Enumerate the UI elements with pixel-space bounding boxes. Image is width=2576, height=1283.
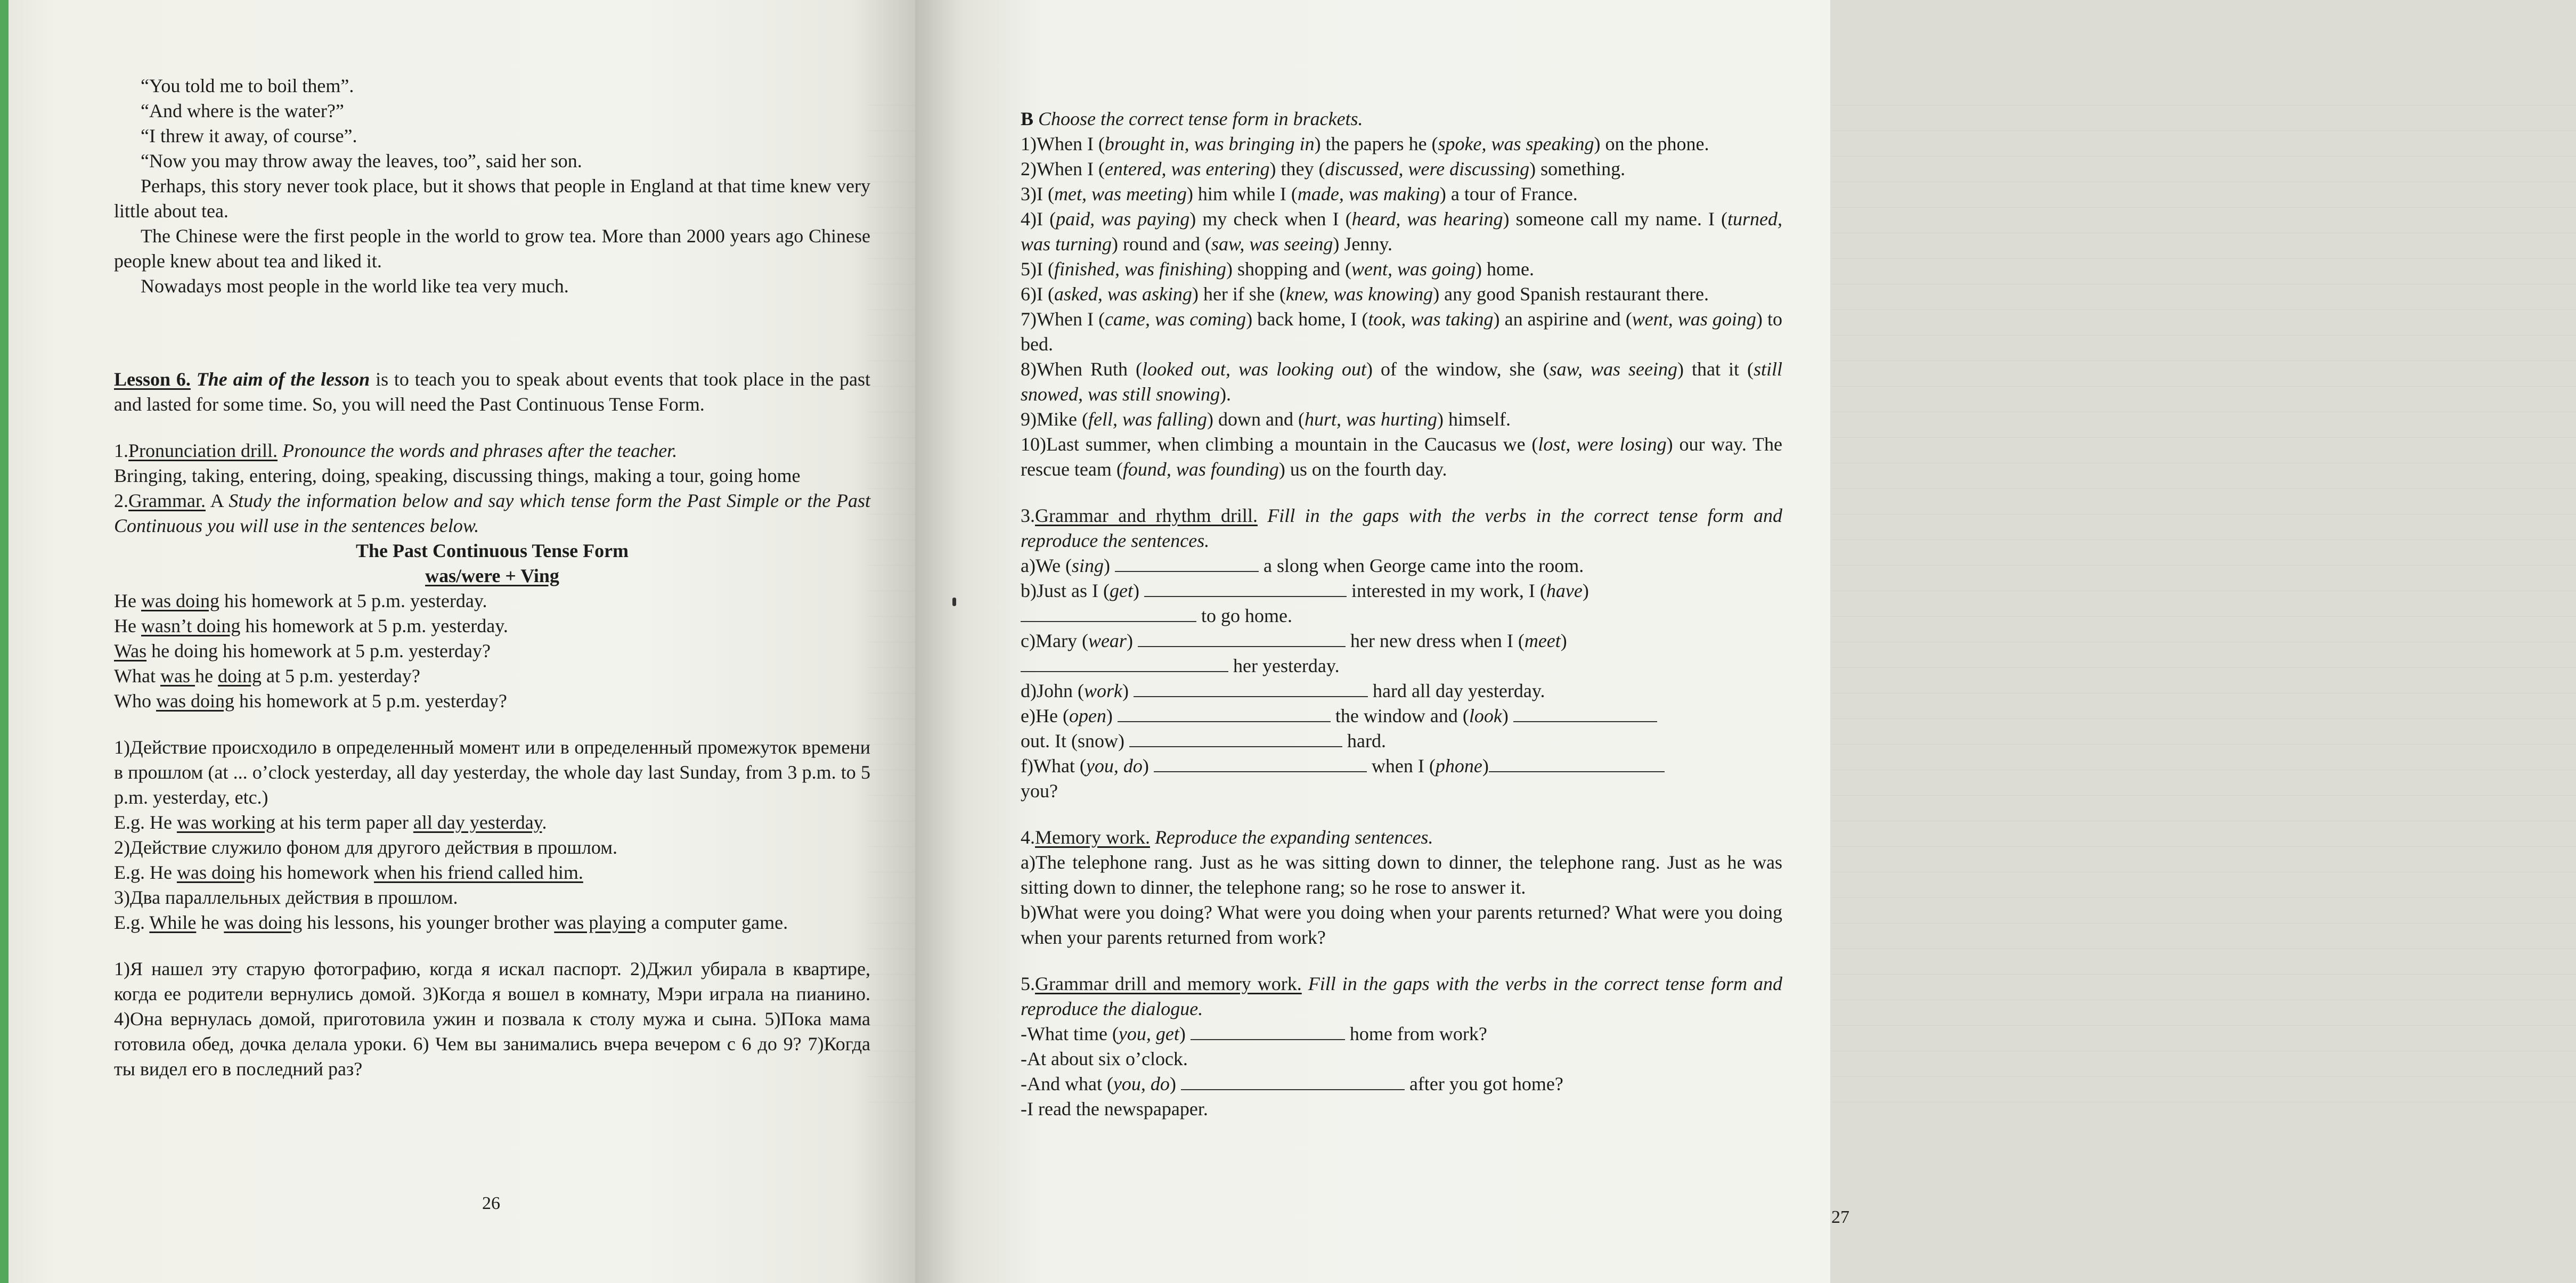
exercise-item: 9)Mike (fell, was falling) down and (hurt, was hurting) himself. — [1021, 408, 1511, 430]
task-4-title: Memory work. — [1035, 827, 1150, 848]
rule-3-example: E.g. While he was doing his lessons, his younger brother was playing a computer game. — [114, 912, 788, 933]
show-through-line — [1830, 949, 2576, 975]
lesson-label: Lesson 6. — [114, 369, 191, 390]
task-5-title: Grammar drill and memory work. — [1035, 973, 1302, 994]
show-through-line — [1830, 796, 2576, 821]
show-through-line — [1830, 105, 2576, 131]
story-paragraph: Perhaps, this story never took place, but it shows that people in England at that time knew very little about tea. — [114, 175, 870, 222]
example-sentence: Who was doing his homework at 5 p.m. yesterday? — [114, 690, 507, 712]
gap-fill-item: d)John (work) hard all day yesterday. — [1021, 680, 1545, 701]
task-2-instruction: Study the information below and say which tense form the Past Simple or the Past Continuous you will use in the sentences below. — [114, 490, 870, 536]
show-through-line — [1830, 157, 2576, 182]
exercise-item: 10)Last summer, when climbing a mountain in the Caucasus we (lost, were losing) our way. The rescue team (found, was founding) us on the fourth day. — [1021, 434, 1782, 480]
task-2-heading: 2.Grammar. A Study the information below and say which tense form the Past Simple or the Past Continuous you will use in the sentences below. — [114, 490, 870, 536]
task-4-heading: 4.Memory work. Reproduce the expanding sentences. — [1021, 827, 1433, 848]
grammar-formula: was/were + Ving — [425, 565, 559, 586]
task-3-title: Grammar and rhythm drill. — [1035, 505, 1258, 526]
show-through-line — [1830, 489, 2576, 514]
show-through-line — [1830, 693, 2576, 719]
lesson-aim — [114, 367, 870, 417]
show-through-line — [1830, 1077, 2576, 1102]
show-through-line — [1830, 540, 2576, 566]
rule-1: 1)Действие происходило в определенный момент или в определенный промежуток времени в прошлом (at ... o’clock yesterday, all day yesterday, the whole day last Sunday, from 3 p.m. to 5 p.m. yesterday, etc.) — [114, 737, 870, 808]
exercise-item: 3)I (met, was meeting) him while I (made, was making) a tour of France. — [1021, 183, 1578, 205]
task-2-title: Grammar. — [128, 490, 206, 511]
show-through-line — [1830, 208, 2576, 233]
answer-blank[interactable] — [1021, 605, 1196, 622]
story-paragraph: Nowadays most people in the world like tea very much. — [141, 275, 569, 297]
task-5-heading: 5.Grammar drill and memory work. Fill in the gaps with the verbs in the correct tense form and reproduce the dialogue. — [1021, 973, 1783, 1019]
task-1-heading: 1.Pronunciation drill. Pronounce the words and phrases after the teacher. — [114, 440, 678, 461]
show-through-line — [1830, 770, 2576, 796]
show-through-line — [1830, 821, 2576, 847]
show-through-line — [1830, 80, 2576, 105]
lesson-aim-text: is to teach you to speak about events that took place in the past and lasted for some time. So, you will need the Past Continuous Tense Form. — [114, 369, 870, 415]
show-through-line — [1830, 847, 2576, 872]
dialogue-line: -What time (you, get) home from work? — [1021, 1023, 1487, 1044]
page-edge-stripe — [0, 0, 9, 1283]
lesson-aim-label: The aim of the lesson — [196, 369, 370, 390]
page-number-right: 27 — [1831, 1207, 1849, 1227]
answer-blank[interactable] — [1129, 730, 1342, 747]
show-through-line — [1830, 131, 2576, 157]
show-through-line — [1830, 872, 2576, 898]
show-through-line — [1830, 898, 2576, 924]
show-through-line — [1830, 182, 2576, 208]
story-line: “Now you may throw away the leaves, too”, said her son. — [141, 150, 582, 171]
answer-blank[interactable] — [1134, 680, 1368, 697]
show-through-line — [1830, 514, 2576, 540]
page-number-left: 26 — [482, 1194, 500, 1213]
story-line: “You told me to boil them”. — [141, 75, 354, 96]
exercise-item: 5)I (finished, was finishing) shopping and (went, was going) home. — [1021, 258, 1534, 280]
rule-2-example: E.g. He was doing his homework when his friend called him. — [114, 862, 583, 883]
show-through-line — [1830, 1051, 2576, 1077]
dialogue-line: -I read the newspapaper. — [1021, 1098, 1208, 1119]
rule-1-example: E.g. He was working at his term paper all day yesterday. — [114, 812, 547, 833]
left-page — [0, 0, 915, 1283]
gap-fill-item: c)Mary (wear) her new dress when I (meet) her yesterday. — [1021, 630, 1567, 676]
task-4-instruction: Reproduce the expanding sentences. — [1150, 827, 1433, 848]
answer-blank[interactable] — [1144, 580, 1347, 597]
show-through-line — [1830, 310, 2576, 336]
gap-fill-item: e)He (open) the window and (look) out. It (snow) hard. — [1021, 704, 1782, 754]
answer-blank[interactable] — [1115, 555, 1259, 572]
show-through-line — [1830, 284, 2576, 310]
example-sentence: What was he doing at 5 p.m. yesterday? — [114, 665, 420, 687]
example-sentence: Was he doing his homework at 5 p.m. yesterday? — [114, 640, 491, 661]
show-through-line — [1830, 719, 2576, 745]
exercise-item: 6)I (asked, was asking) her if she (knew, was knowing) any good Spanish restaurant there. — [1021, 283, 1709, 305]
exercise-item: 1)When I (brought in, was bringing in) the papers he (spoke, was speaking) on the phone. — [1021, 133, 1709, 154]
rule-2: 2)Действие служило фоном для другого действия в прошлом. — [114, 837, 617, 858]
show-through-line — [1830, 233, 2576, 259]
show-through-line — [1830, 1026, 2576, 1051]
task-1-instruction: Pronounce the words and phrases after the teacher. — [277, 440, 678, 461]
task-b-heading — [1021, 107, 1782, 132]
ink-mark — [952, 598, 956, 606]
memory-item: a)The telephone rang. Just as he was sitting down to dinner, the telephone rang. Just as he was sitting down to dinner, the telephone rang; so he rose to answer it. — [1021, 852, 1782, 898]
story-line: “I threw it away, of course”. — [141, 125, 357, 146]
show-through-line — [1830, 259, 2576, 284]
answer-blank[interactable] — [1513, 705, 1657, 722]
show-through-line — [1830, 975, 2576, 1000]
grammar-heading: The Past Continuous Tense Form — [355, 540, 629, 561]
answer-blank[interactable] — [1021, 655, 1228, 672]
show-through-line — [1830, 617, 2576, 642]
memory-item: b)What were you doing? What were you doing when your parents returned? What were you doing when your parents returned from work? — [1021, 902, 1782, 948]
show-through-line — [1830, 591, 2576, 617]
right-page-text — [1021, 107, 1782, 1122]
answer-blank[interactable] — [1138, 630, 1346, 647]
translation-exercise: 1)Я нашел эту старую фотографию, когда я искал паспорт. 2)Джил убирала в квартире, когда ее родители вернулись домой. 3)Когда я вошел в комнату, Мэри играла на пианино. 4)Она вернулась домой, приготовила ужин и позвала к столу мужа и сына. 5)Пока мама готовила обед, дочка делала уроки. 6) Чем вы занимались вчера вечером с 6 до 9? 7)Когда ты видел его в последний раз? — [114, 958, 870, 1080]
answer-blank[interactable] — [1191, 1023, 1345, 1040]
answer-blank[interactable] — [1181, 1073, 1405, 1090]
show-through-line — [1830, 668, 2576, 693]
answer-blank[interactable] — [1489, 755, 1665, 772]
show-through-text — [1830, 80, 2576, 1102]
show-through-line — [1830, 438, 2576, 463]
right-page — [915, 0, 1849, 1283]
task-1-words: Bringing, taking, entering, doing, speaking, discussing things, making a tour, going home — [114, 465, 801, 486]
answer-blank[interactable] — [1118, 705, 1331, 722]
show-through-line — [1830, 336, 2576, 361]
show-through-line — [1830, 924, 2576, 949]
dialogue-line: -At about six o’clock. — [1021, 1048, 1188, 1069]
answer-blank[interactable] — [1154, 755, 1367, 772]
show-through-line — [1830, 566, 2576, 591]
dialogue-line: -And what (you, do) after you got home? — [1021, 1073, 1563, 1094]
task-5-instruction: Fill in the gaps with the verbs in the correct tense form and reproduce the dialogue. — [1021, 973, 1783, 1019]
gap-fill-item: a)We (sing) a slong when George came into the room. — [1021, 555, 1584, 576]
example-sentence: He wasn’t doing his homework at 5 p.m. yesterday. — [114, 615, 508, 636]
exercise-item: 4)I (paid, was paying) my check when I (heard, was hearing) someone call my name. I (turned, was turning) round and (saw, was seeing) Jenny. — [1021, 208, 1782, 255]
exercise-item: 7)When I (came, was coming) back home, I (took, was taking) an aspirine and (went, was going) to bed. — [1021, 308, 1782, 355]
exercise-item: 8)When Ruth (looked out, was looking out) of the window, she (saw, was seeing) that it (still snowed, was still snowing). — [1021, 358, 1783, 405]
show-through-line — [1830, 412, 2576, 438]
rule-3: 3)Два параллельных действия в прошлом. — [114, 887, 458, 908]
example-sentence: He was doing his homework at 5 p.m. yesterday. — [114, 590, 487, 611]
task-b-instruction: Choose the correct tense form in brackets. — [1033, 108, 1363, 129]
exercise-item: 2)When I (entered, was entering) they (discussed, were discussing) something. — [1021, 158, 1626, 179]
left-page-text — [114, 73, 870, 1082]
show-through-line — [1830, 387, 2576, 412]
gap-fill-item: f)What (you, do) when I (phone) you? — [1021, 754, 1782, 804]
task-1-title: Pronunciation drill. — [128, 440, 278, 461]
story-paragraph: The Chinese were the first people in the world to grow tea. More than 2000 years ago Chinese people knew about tea and liked it. — [114, 225, 870, 272]
task-3-heading: 3.Grammar and rhythm drill. Fill in the gaps with the verbs in the correct tense form and reproduce the sentences. — [1021, 505, 1783, 551]
show-through-line — [1830, 642, 2576, 668]
show-through-line — [1830, 745, 2576, 770]
show-through-line — [1830, 1000, 2576, 1026]
show-through-line — [1830, 463, 2576, 489]
show-through-line — [1830, 361, 2576, 387]
task-3-instruction: Fill in the gaps with the verbs in the correct tense form and reproduce the sentences. — [1021, 505, 1783, 551]
gap-fill-item: b)Just as I (get) interested in my work, I (have) to go home. — [1021, 580, 1589, 626]
story-line: “And where is the water?” — [141, 100, 344, 121]
task-b-label: B — [1021, 108, 1034, 129]
